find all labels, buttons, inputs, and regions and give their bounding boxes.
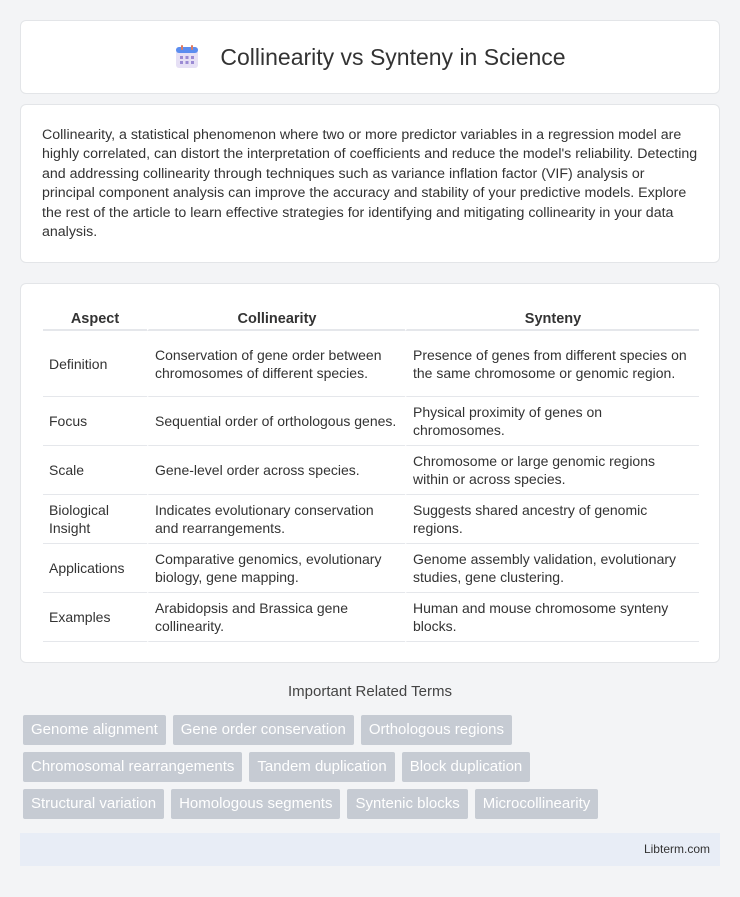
intro-card — [20, 104, 720, 263]
table-row — [43, 544, 699, 593]
tag-row — [23, 715, 723, 745]
tag-structural-variation[interactable]: Structural variation — [23, 789, 164, 819]
cell-collinearity: Arabidopsis and Brassica gene collinearity. — [147, 593, 405, 642]
tag-block-duplication[interactable]: Block duplication — [402, 752, 531, 782]
tag-microcollinearity[interactable]: Microcollinearity — [475, 789, 599, 819]
tag-homologous-segments[interactable]: Homologous segments — [171, 789, 340, 819]
cell-synteny: Chromosome or large genomic regions within or across species. — [405, 446, 699, 495]
cell-aspect: Definition — [43, 331, 147, 397]
cell-aspect: Focus — [43, 397, 147, 446]
related-terms-title: Important Related Terms — [288, 683, 452, 700]
table-header-row — [43, 304, 699, 331]
cell-synteny: Human and mouse chromosome synteny blocks. — [405, 593, 699, 642]
tag-orthologous-regions[interactable]: Orthologous regions — [361, 715, 512, 745]
tag-row — [23, 789, 723, 819]
cell-aspect: Scale — [43, 446, 147, 495]
cell-synteny: Genome assembly validation, evolutionary studies, gene clustering. — [405, 544, 699, 593]
header-collinearity: Collinearity — [147, 304, 405, 331]
intro-paragraph: Collinearity, a statistical phenomenon where two or more predictor variables in a regression model are highly correlated, can distort the interpretation of coefficients and reduce the model's reliability. Detecting and addressing collinearity through techniques such as variance inflation factor (VIF) analysis or principal component analysis can improve the accuracy and stability of your predictive models. Explore the rest of the article to learn effective strategies for identifying and mitigating collinearity in your data analysis. — [42, 127, 698, 241]
related-terms-tags — [23, 715, 723, 826]
table-row — [43, 593, 699, 642]
table-row — [43, 446, 699, 495]
comparison-table-card — [20, 283, 720, 663]
tag-genome-alignment[interactable]: Genome alignment — [23, 715, 166, 745]
cell-synteny: Physical proximity of genes on chromosomes. — [405, 397, 699, 446]
cell-collinearity: Gene-level order across species. — [147, 446, 405, 495]
table-row — [43, 495, 699, 544]
cell-aspect: Applications — [43, 544, 147, 593]
header-aspect: Aspect — [43, 304, 147, 331]
cell-collinearity: Conservation of gene order between chromosomes of different species. — [147, 331, 405, 397]
footer-site-link[interactable]: Libterm.com — [643, 842, 710, 856]
header-card — [20, 20, 720, 94]
tag-chromosomal-rearrangements[interactable]: Chromosomal rearrangements — [23, 752, 242, 782]
tag-row — [23, 752, 723, 782]
table-row — [43, 397, 699, 446]
page-title: Collinearity vs Synteny in Science — [220, 43, 566, 70]
cell-synteny: Suggests shared ancestry of genomic regions. — [405, 495, 699, 544]
comparison-table — [43, 304, 699, 642]
cell-synteny: Presence of genes from different species on the same chromosome or genomic region. — [405, 331, 699, 397]
cell-collinearity: Indicates evolutionary conservation and rearrangements. — [147, 495, 405, 544]
cell-collinearity: Sequential order of orthologous genes. — [147, 397, 405, 446]
table-row — [43, 331, 699, 397]
header-synteny: Synteny — [405, 304, 699, 331]
cell-aspect: Biological Insight — [43, 495, 147, 544]
tag-tandem-duplication[interactable]: Tandem duplication — [249, 752, 394, 782]
tag-gene-order-conservation[interactable]: Gene order conservation — [173, 715, 354, 745]
document-calendar-icon — [174, 44, 200, 70]
cell-collinearity: Comparative genomics, evolutionary biology, gene mapping. — [147, 544, 405, 593]
cell-aspect: Examples — [43, 593, 147, 642]
tag-syntenic-blocks[interactable]: Syntenic blocks — [347, 789, 467, 819]
footer — [20, 833, 720, 866]
